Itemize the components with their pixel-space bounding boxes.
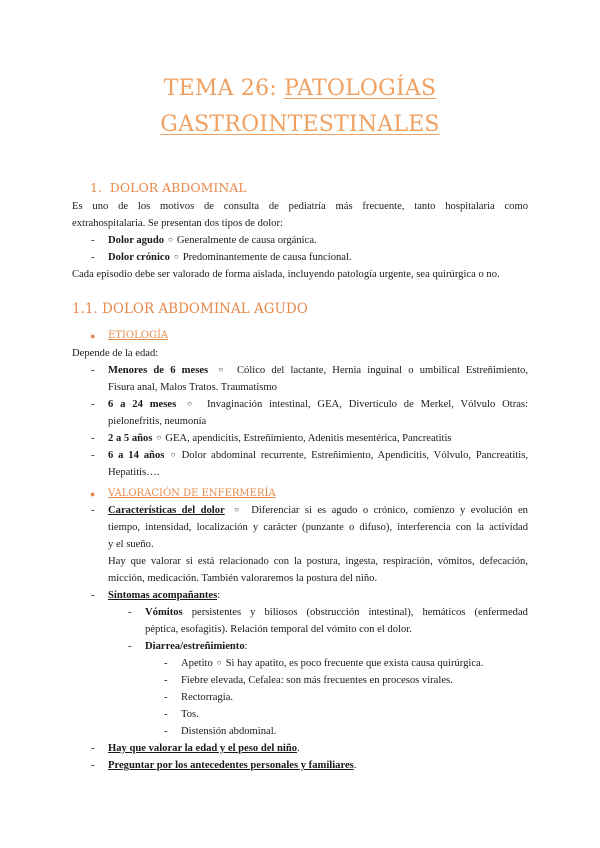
period: .	[353, 760, 357, 771]
item-label: Menores de 6 meses	[108, 365, 209, 376]
list-item: Tos.	[181, 709, 199, 720]
list-item: Fiebre elevada, Cefalea: son más frecuentes en procesos virales.	[181, 675, 453, 686]
list-item: Distensión abdominal.	[181, 726, 277, 737]
colon: :	[217, 590, 221, 601]
paragraph-line: Cada episodio debe ser valorado de forma aislada, incluyendo patología urgente, sea quirúrgica o no.	[72, 269, 500, 280]
list-item	[108, 251, 352, 264]
dash-marker: -	[91, 743, 95, 754]
list-item	[108, 398, 528, 411]
item-text-continued: Hepatitis….	[108, 467, 160, 478]
title-prefix: TEMA 26:	[163, 76, 285, 101]
item-text: Predominantemente de causa funcional.	[182, 252, 352, 263]
item-text-continued: Fisura anal, Malos Tratos. Traumatismo	[108, 382, 277, 393]
item-text-continued: péptica, esofagitis). Relación temporal del vómito con el dolor.	[145, 624, 412, 635]
item-text: Si hay apatito, es poco frecuente que exista causa quirúrgica.	[225, 658, 484, 669]
circle-icon: ○	[216, 658, 222, 667]
item-label: Hay que valorar la edad y el peso del niño	[108, 743, 298, 754]
item-text: persistentes y biliosos (obstrucción intestinal), hemáticos (enfermedad	[191, 607, 528, 618]
subsection-heading: 1.1. DOLOR ABDOMINAL AGUDO	[72, 301, 308, 317]
dash-marker: -	[91, 505, 95, 516]
item-text: Cólico del lactante, Hernia inguinal o umbilical Estreñimiento,	[236, 365, 528, 376]
dash-marker: -	[91, 450, 95, 461]
title-underlined-1: PATOLOGÍAS	[284, 76, 437, 101]
paragraph-line: Es uno de los motivos de consulta de pediatría más frecuente, tanto hospitalaria como	[72, 201, 528, 212]
list-item: Rectorragia.	[181, 692, 234, 703]
section-number: 1.	[90, 180, 102, 195]
item-label: Síntomas acompañantes	[108, 590, 218, 601]
item-text-continued: y el sueño.	[108, 539, 154, 550]
item-text-continued: pielonefritis, neumonía	[108, 416, 207, 427]
paragraph-line: Depende de la edad:	[72, 348, 159, 359]
dash-marker: -	[91, 252, 95, 263]
etiologia-label: ETIOLOGÍA	[108, 330, 169, 341]
list-item	[108, 504, 528, 517]
section-heading-text: DOLOR ABDOMINAL	[109, 180, 247, 195]
page-title-line2	[0, 112, 600, 137]
dash-marker: -	[164, 709, 168, 720]
circle-icon: ○	[168, 235, 173, 244]
item-text: Generalmente de causa orgánica.	[176, 235, 317, 246]
item-label: Diarrea/estreñimiento	[145, 641, 245, 652]
list-item	[108, 589, 220, 602]
list-item	[108, 742, 300, 755]
circle-icon: ○	[156, 433, 162, 442]
item-label: Apetito	[181, 658, 213, 669]
item-text: GEA, apendicitis, Estreñimiento, Adenitis mesentérica, Pancreatitis	[165, 433, 452, 444]
dash-marker: -	[164, 726, 168, 737]
dash-marker: -	[164, 675, 168, 686]
dash-marker: -	[164, 692, 168, 703]
item-label: Dolor agudo	[108, 235, 165, 246]
circle-icon: ○	[234, 505, 242, 514]
dash-marker: -	[128, 607, 132, 618]
section-heading-1	[90, 180, 247, 195]
bullet-icon: ●	[90, 489, 96, 499]
list-item	[108, 449, 528, 462]
paragraph-line: extrahospitalaria. Se presentan dos tipos de dolor:	[72, 218, 283, 229]
item-label: 6 a 14 años	[108, 450, 165, 461]
item-text: Diferenciar si es agudo o crónico, comienzo y evolución en	[251, 505, 528, 516]
circle-icon: ○	[168, 450, 178, 459]
period: .	[297, 743, 300, 754]
valoracion-label: VALORACIÓN DE ENFERMERÍA	[108, 488, 276, 499]
dash-marker: -	[128, 641, 132, 652]
item-label: Vómitos	[145, 607, 183, 618]
item-text: Invaginación intestinal, GEA, Divertículo de Merkel, Vólvulo Otras:	[206, 399, 528, 410]
dash-marker: -	[91, 433, 95, 444]
item-label: Dolor crónico	[108, 252, 170, 263]
list-item	[108, 759, 356, 772]
list-item	[108, 364, 528, 377]
circle-icon: ○	[187, 399, 197, 408]
circle-icon: ○	[173, 252, 179, 261]
list-item	[145, 606, 528, 619]
dash-marker: -	[164, 658, 168, 669]
colon: :	[244, 641, 248, 652]
list-item	[108, 234, 317, 247]
item-text-continued: tiempo, intensidad, localización y carácter (punzante o difuso), interferencia con la actividad	[108, 522, 528, 533]
item-text: Dolor abdominal recurrente, Estreñimiento, Apendicitis, Vólvulo, Pancreatitis,	[181, 450, 528, 461]
dash-marker: -	[91, 235, 95, 246]
list-item	[181, 657, 483, 670]
item-label: 6 a 24 meses	[108, 399, 177, 410]
dash-marker: -	[91, 365, 95, 376]
page-title-line1	[0, 76, 600, 101]
title-underlined-2: GASTROINTESTINALES	[160, 112, 440, 137]
item-text-continued: micción, medicación. También valoraremos la postura del niño.	[108, 573, 378, 584]
bullet-icon: ●	[90, 331, 96, 341]
item-label: Preguntar por los antecedentes personales y familiares	[108, 760, 354, 771]
list-item	[145, 640, 248, 653]
dash-marker: -	[91, 590, 95, 601]
dash-marker: -	[91, 760, 95, 771]
list-item	[108, 432, 452, 445]
item-text-continued: Hay que valorar si está relacionado con la postura, ingesta, respiración, vómitos, defecación,	[108, 556, 528, 567]
dash-marker: -	[91, 399, 95, 410]
item-label: Características del dolor	[108, 505, 225, 516]
item-label: 2 a 5 años	[108, 433, 153, 444]
circle-icon: ○	[218, 365, 227, 374]
